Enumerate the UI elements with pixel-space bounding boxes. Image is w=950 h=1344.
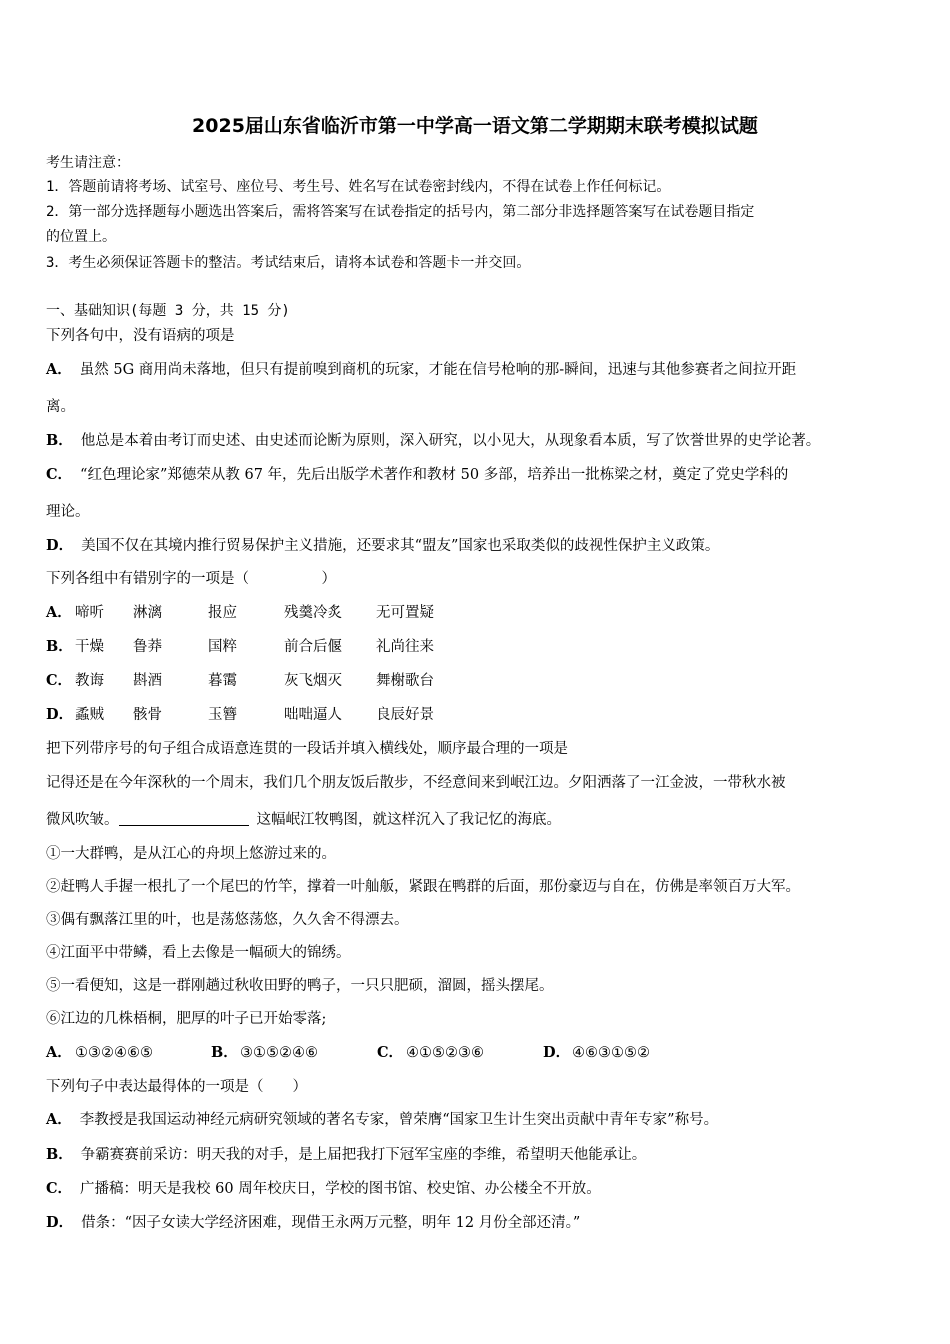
word: 干燥 <box>75 639 104 655</box>
option-text: ④①⑤②③⑥ <box>406 1045 484 1061</box>
option-text: ①③②④⑥⑤ <box>75 1045 153 1061</box>
q2-stem: 下列各组中有错别字的一项是（ ） <box>46 571 336 587</box>
word: 教诲 <box>75 673 104 689</box>
option-text: ③①⑤②④⑥ <box>240 1045 318 1061</box>
word: 前合后偃 <box>284 639 342 655</box>
word: 蟊贼 <box>75 707 104 723</box>
option-label: B． <box>46 1146 73 1163</box>
option-text: 争霸赛赛前采访：明天我的对手，是上届把我打下冠军宝座的李维，希望明天他能承让。 <box>80 1147 647 1163</box>
option-label: A． <box>46 361 72 378</box>
q3-sentence-2: ②赶鸭人手握一根扎了一个尾巴的竹竿，撑着一叶舢舨，紧跟在鸭群的后面，那份豪迈与自在，仿佛是率领百万大军。 <box>46 879 800 895</box>
option-label: A． <box>46 1044 72 1061</box>
word: 咄咄逼人 <box>284 707 342 723</box>
answer-blank <box>119 811 249 826</box>
word: 玉簪 <box>208 707 237 723</box>
option-text: 广播稿：明天是我校 60 周年校庆日，学校的图书馆、校史馆、办公楼全不开放。 <box>80 1181 601 1197</box>
option-text: ④⑥③①⑤② <box>572 1045 650 1061</box>
option-text: 美国不仅在其境内推行贸易保护主义措施，还要求其“盟友”国家也采取类似的歧视性保护主义政策。 <box>81 538 720 554</box>
q4-option-c <box>46 1179 601 1199</box>
passage-text: 这幅岷江牧鸭图，就这样沉入了我记忆的海底。 <box>256 812 561 828</box>
option-label: D． <box>46 537 74 554</box>
word: 残羹冷炙 <box>284 605 342 621</box>
option-label: D． <box>46 1214 74 1231</box>
notice-item-2: 2．第一部分选择题每小题选出答案后，需将答案写在试卷指定的括号内，第二部分非选择题答案写在试卷题目指定 <box>46 204 755 220</box>
word: 报应 <box>208 605 237 621</box>
word: 暮霭 <box>208 673 237 689</box>
word: 骸骨 <box>133 707 162 723</box>
option-label: B． <box>211 1044 238 1061</box>
word: 礼尚往来 <box>376 639 434 655</box>
q1-option-a-cont: 离。 <box>46 399 75 415</box>
option-label: C． <box>377 1044 404 1061</box>
option-label: D． <box>46 706 74 723</box>
q4-option-a <box>46 1110 718 1130</box>
option-label: B． <box>46 638 73 655</box>
q4-option-d <box>46 1213 580 1233</box>
q3-stem: 把下列带序号的句子组合成语意连贯的一段话并填入横线处，顺序最合理的一项是 <box>46 741 568 757</box>
word: 国粹 <box>208 639 237 655</box>
q3-sentence-6: ⑥江边的几株梧桐，肥厚的叶子已开始零落; <box>46 1011 327 1027</box>
q1-option-b <box>46 431 820 451</box>
notice-item-2-cont: 的位置上。 <box>46 229 116 245</box>
q3-passage-line-2 <box>46 810 561 830</box>
option-label: C． <box>46 466 73 483</box>
notice-item-3: 3．考生必须保证答题卡的整洁。考试结束后，请将本试卷和答题卡一并交回。 <box>46 255 531 271</box>
section-heading: 一、基础知识(每题 3 分，共 15 分) <box>46 303 290 319</box>
q4-stem: 下列句子中表达最得体的一项是（ ） <box>46 1079 307 1095</box>
option-text: 李教授是我国运动神经元病研究领域的著名专家，曾荣膺“国家卫生计生突出贡献中青年专家”称号。 <box>79 1112 719 1128</box>
word: 鲁莽 <box>133 639 162 655</box>
q3-sentence-3: ③偶有飘落江里的叶，也是荡悠荡悠，久久舍不得漂去。 <box>46 912 409 928</box>
q4-option-b <box>46 1145 646 1165</box>
q3-sentence-1: ①一大群鸭，是从江心的舟坝上悠游过来的。 <box>46 846 336 862</box>
notice-item-1: 1．答题前请将考场、试室号、座位号、考生号、姓名写在试卷密封线内，不得在试卷上作任何标记。 <box>46 179 671 195</box>
option-label: B． <box>46 432 73 449</box>
word: 斟酒 <box>133 673 162 689</box>
option-text: 他总是本着由考订而史述、由史述而论断为原则，深入研究，以小见大，从现象看本质，写了饮誉世界的史学论著。 <box>80 433 821 449</box>
option-text: “红色理论家”郑德荣从教 67 年，先后出版学术著作和教材 50 多部，培养出一批栋梁之材，奠定了党史学科的 <box>80 467 789 483</box>
exam-title: 2025届山东省临沂市第一中学高一语文第二学期期末联考模拟试题 <box>192 115 758 137</box>
option-label: A． <box>46 1111 72 1128</box>
word: 良辰好景 <box>376 707 434 723</box>
word: 灰飞烟灭 <box>284 673 342 689</box>
q3-sentence-5: ⑤一看便知，这是一群刚趟过秋收田野的鸭子，一只只肥硕，溜圆，摇头摆尾。 <box>46 978 554 994</box>
option-text: 虽然 5G 商用尚未落地，但只有提前嗅到商机的玩家，才能在信号枪响的那-瞬间，迅速与其他参赛者之间拉开距 <box>79 362 797 378</box>
q3-passage-line-1: 记得还是在今年深秋的一个周末，我们几个朋友饭后散步，不经意间来到岷江边。夕阳洒落了一江金波，一带秋水被 <box>46 775 786 791</box>
q1-option-c <box>46 465 788 485</box>
word: 淋漓 <box>133 605 162 621</box>
q1-option-c-cont: 理论。 <box>46 504 90 520</box>
option-label: D． <box>543 1044 571 1061</box>
q1-option-d <box>46 536 719 556</box>
q3-sentence-4: ④江面平中带鳞，看上去像是一幅硕大的锦绣。 <box>46 945 351 961</box>
option-text: 借条：“因子女读大学经济困难，现借王永两万元整，明年 12 月份全部还清。” <box>81 1215 581 1231</box>
option-label: A． <box>46 604 72 621</box>
word: 无可置疑 <box>376 605 434 621</box>
option-label: C． <box>46 672 73 689</box>
option-label: C． <box>46 1180 73 1197</box>
word: 舞榭歌台 <box>376 673 434 689</box>
word: 啼听 <box>75 605 104 621</box>
q1-option-a <box>46 360 796 380</box>
passage-text: 微风吹皱。 <box>46 812 119 828</box>
notice-heading: 考生请注意： <box>46 155 130 171</box>
q1-stem: 下列各句中，没有语病的项是 <box>46 328 235 344</box>
